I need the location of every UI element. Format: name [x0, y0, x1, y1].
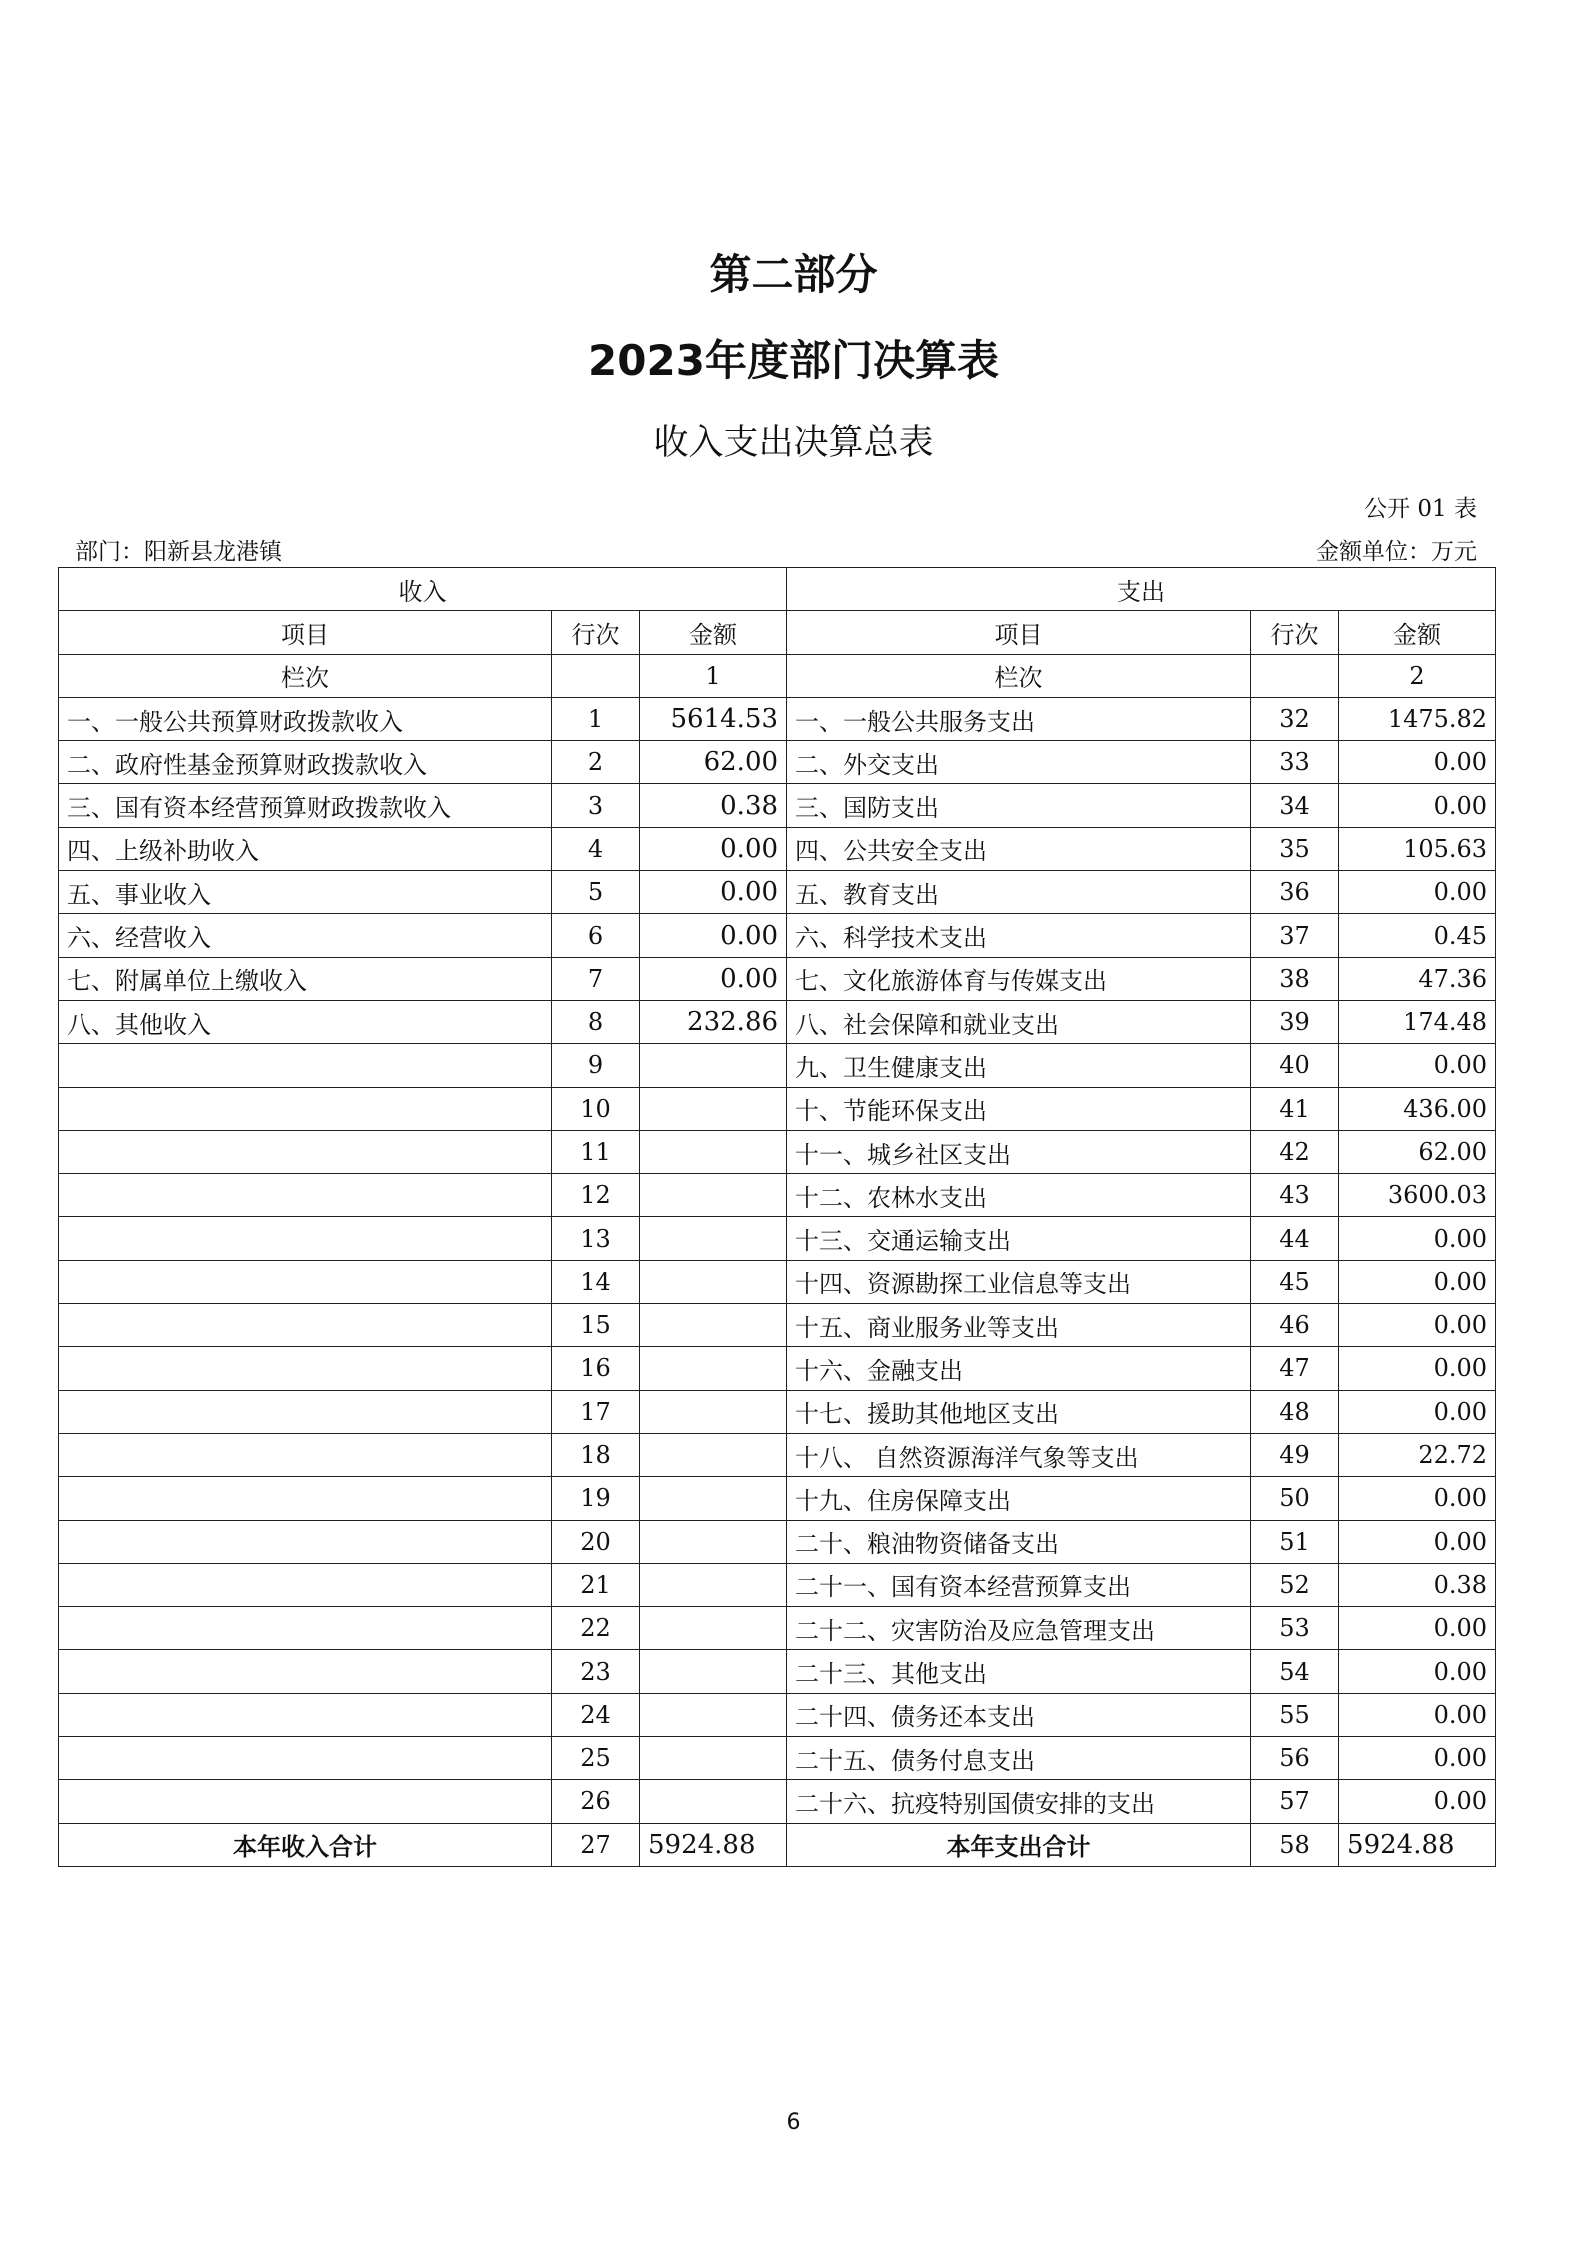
expense-amount: 436.00 [1339, 1087, 1496, 1130]
expense-line-no: 42 [1251, 1130, 1339, 1173]
amount-unit-label: 金额单位：万元 [1316, 539, 1477, 565]
income-amount: 0.38 [640, 784, 787, 827]
expense-amount: 0.00 [1339, 1693, 1496, 1736]
income-expense-table [58, 567, 1496, 1867]
expense-line-no: 47 [1251, 1347, 1339, 1390]
income-item [59, 1044, 552, 1087]
income-amount [640, 1607, 787, 1650]
income-item [59, 1130, 552, 1173]
part-title: 第二部分 [709, 250, 878, 299]
income-line-no: 3 [552, 784, 640, 827]
income-line-no: 7 [552, 957, 640, 1000]
expense-line-no: 43 [1251, 1174, 1339, 1217]
income-amount [640, 1087, 787, 1130]
expense-amount: 0.00 [1339, 784, 1496, 827]
income-line-no: 19 [552, 1477, 640, 1520]
expense-line-no: 51 [1251, 1520, 1339, 1563]
expense-line-no: 38 [1251, 957, 1339, 1000]
expense-amount: 0.00 [1339, 741, 1496, 784]
income-line-no: 2 [552, 741, 640, 784]
report-title: 2023年度部门决算表 [588, 336, 999, 385]
income-item: 七、附属单位上缴收入 [59, 957, 552, 1000]
income-total-label: 本年收入合计 [59, 1823, 552, 1866]
expense-line-no: 44 [1251, 1217, 1339, 1260]
expense-amount: 0.00 [1339, 1737, 1496, 1780]
table-row [59, 697, 1496, 740]
expense-item: 七、文化旅游体育与传媒支出 [787, 957, 1251, 1000]
empty-cell [1251, 654, 1339, 697]
income-line-no: 1 [552, 697, 640, 740]
table-row [59, 914, 1496, 957]
income-amount: 62.00 [640, 741, 787, 784]
income-line-no: 14 [552, 1260, 640, 1303]
table-row [59, 741, 1496, 784]
income-amount [640, 1693, 787, 1736]
income-line-no: 8 [552, 1000, 640, 1043]
income-line-no: 10 [552, 1087, 640, 1130]
expense-item: 二十一、国有资本经营预算支出 [787, 1563, 1251, 1606]
expense-line-header: 行次 [1251, 611, 1339, 654]
income-item [59, 1260, 552, 1303]
expense-amount: 0.00 [1339, 1347, 1496, 1390]
expense-item: 二十四、债务还本支出 [787, 1693, 1251, 1736]
table-row [59, 827, 1496, 870]
table-row [59, 1563, 1496, 1606]
expense-total-line: 58 [1251, 1823, 1339, 1866]
income-amount [640, 1260, 787, 1303]
income-line-no: 4 [552, 827, 640, 870]
expense-item: 六、科学技术支出 [787, 914, 1251, 957]
expense-item: 四、公共安全支出 [787, 827, 1251, 870]
income-amount-header: 金额 [640, 611, 787, 654]
income-amount: 5614.53 [640, 697, 787, 740]
expense-column-label: 栏次 [787, 654, 1251, 697]
expense-amount: 22.72 [1339, 1433, 1496, 1476]
expense-amount: 0.00 [1339, 871, 1496, 914]
income-item [59, 1693, 552, 1736]
expense-line-no: 36 [1251, 871, 1339, 914]
income-item [59, 1390, 552, 1433]
income-amount: 232.86 [640, 1000, 787, 1043]
expense-amount: 0.00 [1339, 1217, 1496, 1260]
expense-line-no: 37 [1251, 914, 1339, 957]
column-header-row [59, 611, 1496, 654]
income-item: 四、上级补助收入 [59, 827, 552, 870]
income-line-no: 26 [552, 1780, 640, 1823]
expense-amount: 0.00 [1339, 1650, 1496, 1693]
income-item [59, 1174, 552, 1217]
page-number: 6 [786, 2110, 801, 2135]
income-item: 六、经营收入 [59, 914, 552, 957]
expense-amount: 0.00 [1339, 1304, 1496, 1347]
expense-line-no: 45 [1251, 1260, 1339, 1303]
income-item [59, 1563, 552, 1606]
expense-line-no: 55 [1251, 1693, 1339, 1736]
income-line-no: 11 [552, 1130, 640, 1173]
expense-item: 二十六、抗疫特别国债安排的支出 [787, 1780, 1251, 1823]
income-line-no: 13 [552, 1217, 640, 1260]
income-total-amount: 5924.88 [640, 1823, 787, 1866]
table-row [59, 1780, 1496, 1823]
expense-line-no: 39 [1251, 1000, 1339, 1043]
expense-amount: 1475.82 [1339, 697, 1496, 740]
table-row [59, 1390, 1496, 1433]
expense-item: 十三、交通运输支出 [787, 1217, 1251, 1260]
table-row [59, 957, 1496, 1000]
expense-item: 十六、金融支出 [787, 1347, 1251, 1390]
expense-line-no: 50 [1251, 1477, 1339, 1520]
expense-amount-header: 金额 [1339, 611, 1496, 654]
expense-item: 五、教育支出 [787, 871, 1251, 914]
table-row [59, 1693, 1496, 1736]
income-amount [640, 1304, 787, 1347]
table-row [59, 1000, 1496, 1043]
income-item [59, 1304, 552, 1347]
expense-item: 十一、城乡社区支出 [787, 1130, 1251, 1173]
expense-amount: 105.63 [1339, 827, 1496, 870]
expense-item: 十四、资源勘探工业信息等支出 [787, 1260, 1251, 1303]
income-line-no: 21 [552, 1563, 640, 1606]
expense-amount: 0.00 [1339, 1520, 1496, 1563]
table-row [59, 784, 1496, 827]
income-header: 收入 [59, 568, 787, 611]
income-line-no: 22 [552, 1607, 640, 1650]
expense-amount: 0.00 [1339, 1390, 1496, 1433]
income-item: 二、政府性基金预算财政拨款收入 [59, 741, 552, 784]
expense-amount: 47.36 [1339, 957, 1496, 1000]
income-line-no: 12 [552, 1174, 640, 1217]
expense-line-no: 33 [1251, 741, 1339, 784]
expense-line-no: 52 [1251, 1563, 1339, 1606]
income-line-no: 18 [552, 1433, 640, 1476]
income-amount [640, 1044, 787, 1087]
expense-line-no: 49 [1251, 1433, 1339, 1476]
income-line-no: 9 [552, 1044, 640, 1087]
expense-line-no: 56 [1251, 1737, 1339, 1780]
expense-item: 八、社会保障和就业支出 [787, 1000, 1251, 1043]
expense-amount: 0.00 [1339, 1260, 1496, 1303]
expense-amount: 62.00 [1339, 1130, 1496, 1173]
expense-item: 九、卫生健康支出 [787, 1044, 1251, 1087]
expense-line-no: 54 [1251, 1650, 1339, 1693]
table-row [59, 1477, 1496, 1520]
income-amount [640, 1390, 787, 1433]
income-amount: 0.00 [640, 827, 787, 870]
income-amount: 0.00 [640, 957, 787, 1000]
income-item [59, 1347, 552, 1390]
income-amount: 0.00 [640, 871, 787, 914]
table-title: 收入支出决算总表 [653, 423, 934, 463]
income-item: 三、国有资本经营预算财政拨款收入 [59, 784, 552, 827]
expense-item: 三、国防支出 [787, 784, 1251, 827]
table-row [59, 1304, 1496, 1347]
expense-line-no: 57 [1251, 1780, 1339, 1823]
table-row [59, 1217, 1496, 1260]
table-row [59, 1520, 1496, 1563]
income-line-no: 5 [552, 871, 640, 914]
income-item [59, 1650, 552, 1693]
expense-amount: 3600.03 [1339, 1174, 1496, 1217]
expense-line-no: 35 [1251, 827, 1339, 870]
income-item [59, 1737, 552, 1780]
table-row [59, 1347, 1496, 1390]
expense-amount: 0.45 [1339, 914, 1496, 957]
table-row [59, 1737, 1496, 1780]
expense-line-no: 40 [1251, 1044, 1339, 1087]
income-item [59, 1433, 552, 1476]
column-number-row [59, 654, 1496, 697]
expense-item: 十二、农林水支出 [787, 1174, 1251, 1217]
table-row [59, 1433, 1496, 1476]
expense-amount: 0.00 [1339, 1780, 1496, 1823]
expense-amount: 0.38 [1339, 1563, 1496, 1606]
expense-amount: 0.00 [1339, 1477, 1496, 1520]
income-amount [640, 1780, 787, 1823]
income-line-no: 6 [552, 914, 640, 957]
income-amount [640, 1563, 787, 1606]
expense-line-no: 41 [1251, 1087, 1339, 1130]
expense-amount: 174.48 [1339, 1000, 1496, 1043]
expense-amount: 0.00 [1339, 1044, 1496, 1087]
table-row [59, 1087, 1496, 1130]
department-label: 部门：阳新县龙港镇 [75, 539, 282, 565]
expense-line-no: 48 [1251, 1390, 1339, 1433]
income-amount: 0.00 [640, 914, 787, 957]
expense-item: 十七、援助其他地区支出 [787, 1390, 1251, 1433]
income-amount [640, 1174, 787, 1217]
income-line-no: 23 [552, 1650, 640, 1693]
income-line-no: 25 [552, 1737, 640, 1780]
table-row [59, 1650, 1496, 1693]
expense-line-no: 34 [1251, 784, 1339, 827]
expense-amount: 0.00 [1339, 1607, 1496, 1650]
income-item [59, 1217, 552, 1260]
income-amount [640, 1650, 787, 1693]
income-item [59, 1780, 552, 1823]
expense-column-number: 2 [1339, 654, 1496, 697]
totals-row [59, 1823, 1496, 1866]
expense-total-amount: 5924.88 [1339, 1823, 1496, 1866]
income-line-no: 20 [552, 1520, 640, 1563]
income-item: 一、一般公共预算财政拨款收入 [59, 697, 552, 740]
income-amount [640, 1130, 787, 1173]
income-item [59, 1087, 552, 1130]
expense-item: 二十、粮油物资储备支出 [787, 1520, 1251, 1563]
expense-item: 十九、住房保障支出 [787, 1477, 1251, 1520]
income-item-header: 项目 [59, 611, 552, 654]
table-row [59, 1607, 1496, 1650]
table-row [59, 1260, 1496, 1303]
income-item [59, 1477, 552, 1520]
expense-item: 十、节能环保支出 [787, 1087, 1251, 1130]
section-header-row [59, 568, 1496, 611]
income-line-no: 17 [552, 1390, 640, 1433]
table-row [59, 871, 1496, 914]
income-line-header: 行次 [552, 611, 640, 654]
expense-item: 二十五、债务付息支出 [787, 1737, 1251, 1780]
form-code: 公开 01 表 [1364, 496, 1477, 522]
income-amount [640, 1520, 787, 1563]
expense-line-no: 32 [1251, 697, 1339, 740]
table-row [59, 1130, 1496, 1173]
expense-item: 十八、 自然资源海洋气象等支出 [787, 1433, 1251, 1476]
expense-item: 二十二、灾害防治及应急管理支出 [787, 1607, 1251, 1650]
income-amount [640, 1477, 787, 1520]
income-column-label: 栏次 [59, 654, 552, 697]
income-item [59, 1607, 552, 1650]
income-line-no: 15 [552, 1304, 640, 1347]
income-amount [640, 1347, 787, 1390]
table-row [59, 1174, 1496, 1217]
income-line-no: 24 [552, 1693, 640, 1736]
income-amount [640, 1217, 787, 1260]
expense-total-label: 本年支出合计 [787, 1823, 1251, 1866]
expense-item-header: 项目 [787, 611, 1251, 654]
expense-header: 支出 [787, 568, 1496, 611]
income-line-no: 16 [552, 1347, 640, 1390]
expense-item: 二十三、其他支出 [787, 1650, 1251, 1693]
income-item: 五、事业收入 [59, 871, 552, 914]
expense-item: 二、外交支出 [787, 741, 1251, 784]
income-total-line: 27 [552, 1823, 640, 1866]
expense-item: 十五、商业服务业等支出 [787, 1304, 1251, 1347]
empty-cell [552, 654, 640, 697]
expense-line-no: 53 [1251, 1607, 1339, 1650]
expense-line-no: 46 [1251, 1304, 1339, 1347]
income-item [59, 1520, 552, 1563]
income-column-number: 1 [640, 654, 787, 697]
income-item: 八、其他收入 [59, 1000, 552, 1043]
income-amount [640, 1737, 787, 1780]
expense-item: 一、一般公共服务支出 [787, 697, 1251, 740]
income-amount [640, 1433, 787, 1476]
table-row [59, 1044, 1496, 1087]
